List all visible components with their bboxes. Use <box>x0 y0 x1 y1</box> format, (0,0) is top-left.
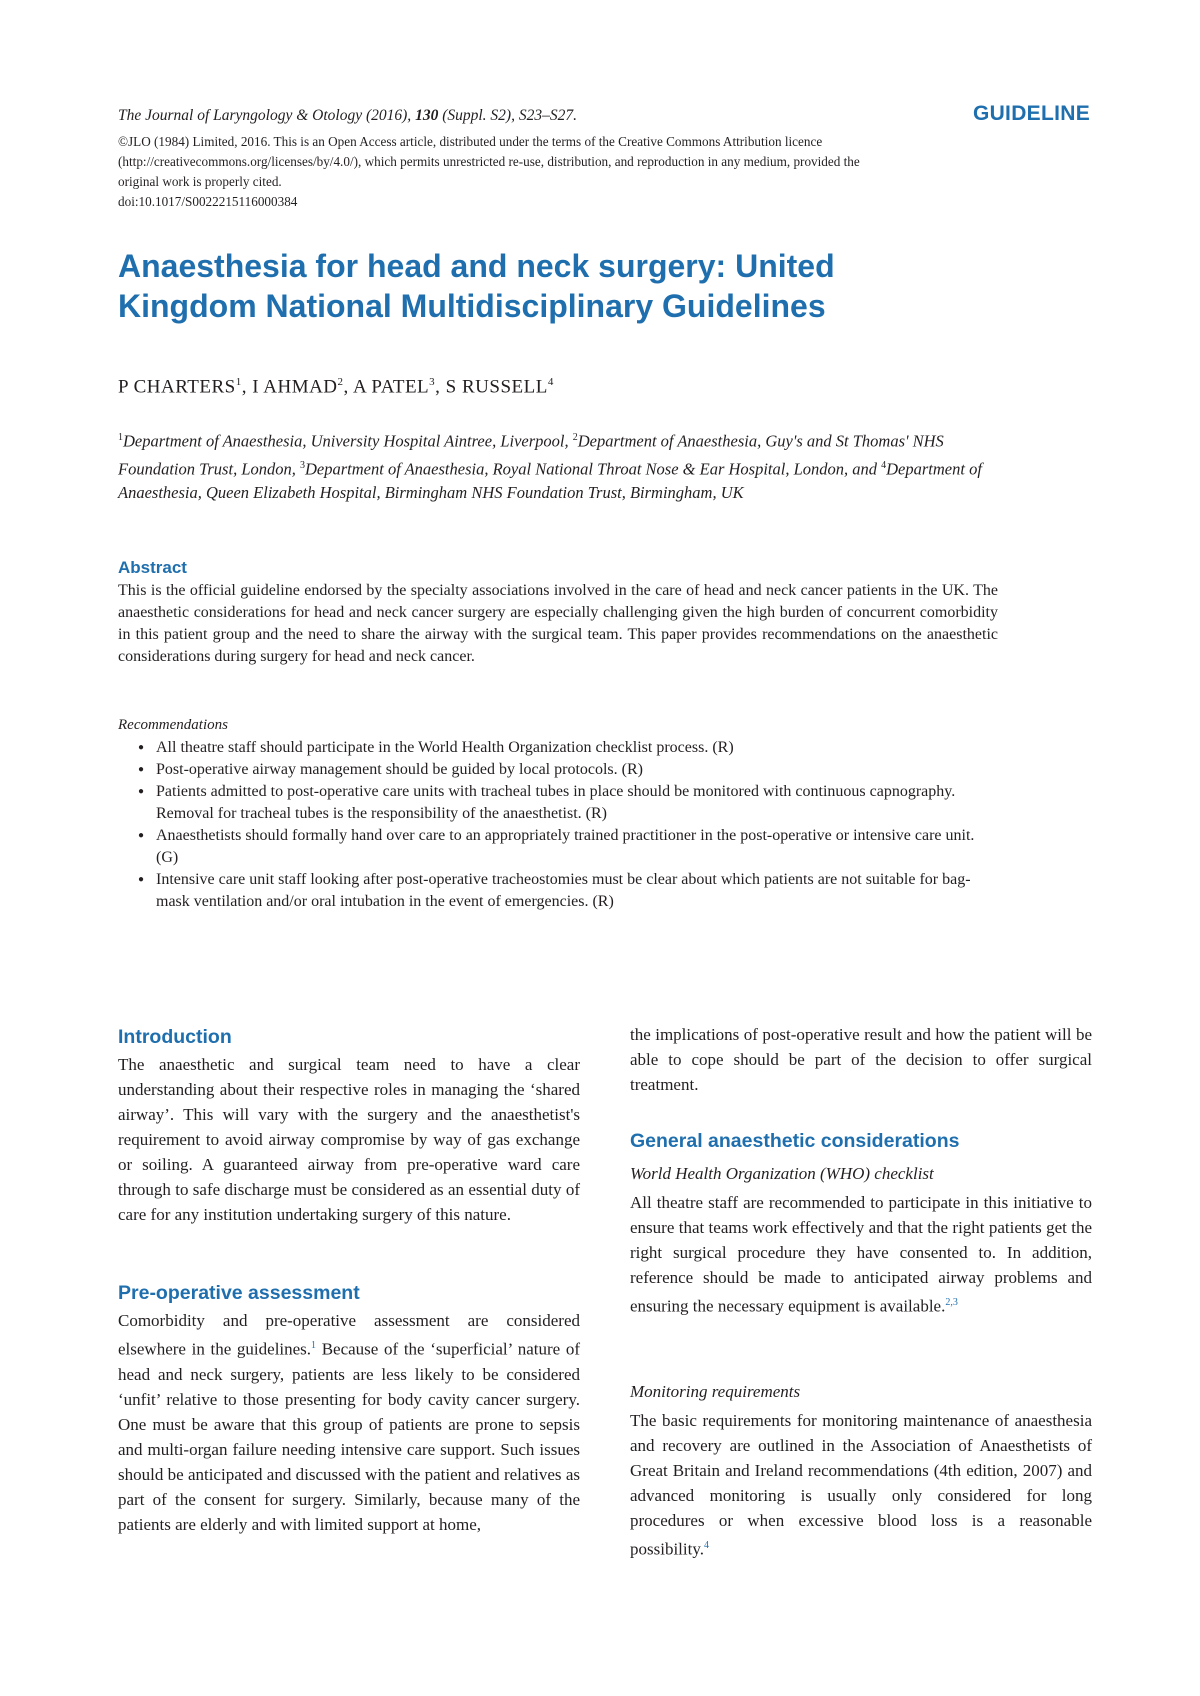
preop-text: Comorbidity and pre-operative assessment are considered elsewhere in the guidelines.$^1$ Because of the ‘superficial’ nature of head and neck surgery, patients are less likely to be considered ‘unfit’ relative to those presenting for body cavity cancer surgery. One must be aware that this group of patients are prone to sepsis and multi-organ failure needing intensive care support. Such issues should be anticipated and discussed with the patient and relatives as part of the consent for surgery. Similarly, because many of the patients are elderly and with limited support at home, <box>118 1311 580 1534</box>
general-considerations-heading: General anaesthetic considerations <box>630 1130 960 1152</box>
citation-ref[interactable]: 2,3 <box>945 1297 958 1308</box>
author: S RUSSELL <box>445 376 548 398</box>
continuation-text: the implications of post-operative result and how the patient will be able to cope should be part of the decision to offer surgical treatment. <box>630 1025 1092 1094</box>
doi[interactable]: doi:10.1017/S0022215116000384 <box>118 194 298 209</box>
introduction-text: The anaesthetic and surgical team need to have a clear understanding about their respective roles in managing the ‘shared airway’. This will vary with the surgery and the anaesthetist's requirement to avoid airway compromise by way of gas exchange or soiling. A guaranteed airway from pre-operative ward care through to safe discharge must be considered as an essential duty of care for any institution undertaking surgery of this nature. <box>118 1055 580 1224</box>
monitoring-heading: Monitoring requirements <box>630 1382 801 1401</box>
who-checklist-text: All theatre staff are recommended to participate in this initiative to ensure that teams work effectively and that the right patients get the right surgical procedure they have consented to. In addition, reference should be made to anticipated airway problems and ensuring the necessary equipment is available.$^{2,3}$ <box>630 1193 1092 1316</box>
article-type-label: GUIDELINE <box>972 102 1090 125</box>
abstract-text: This is the official guideline endorsed by the specialty associations involved in the care of head and neck cancer patients in the UK. The anaesthetic considerations for head and neck cancer surgery are especially challenging given the high burden of concurrent comorbidity in this patient group and the need to share the airway with the surgical team. This paper provides recommendations on the anaesthetic considerations during surgery for head and neck cancer. <box>118 582 998 665</box>
author: P CHARTERS <box>118 376 236 398</box>
recommendations-heading: Recommendations <box>118 717 228 733</box>
list-item: ● Patients admitted to post-operative care units with tracheal tubes in place should be monitored with continuous capnography. Removal for tracheal tubes is the responsibility of the anaesthetist. (R) <box>118 781 998 825</box>
affiliations: $^1$Department of Anaesthesia, University Hospital Aintree, Liverpool, $^2$Department of Anaesthesia, Guy's and St Thomas' NHS Foundation Trust, London, $^3$Department of Anaesthesia, Royal National Throat Nose & Ear Hospital, London, and $^4$Department of Anaesthesia, Queen Elizabeth Hospital, Birmingham NHS Foundation Trust, Birmingham, UK <box>118 431 982 502</box>
citation-ref[interactable]: 1 <box>311 1340 317 1351</box>
recommendations-list <box>118 737 998 913</box>
list-item: ● Post-operative airway management should be guided by local protocols. (R) <box>118 759 998 781</box>
list-item: ● All theatre staff should participate in the World Health Organization checklist process. (R) <box>118 737 998 759</box>
citation-ref[interactable]: 4 <box>704 1540 709 1551</box>
list-item: ● Intensive care unit staff looking after post-operative tracheostomies must be clear about which patients are not suitable for bag-mask ventilation and/or oral intubation in the event of emergencies. (R) <box>118 869 998 913</box>
article-title: Anaesthesia for head and neck surgery: United Kingdom National Multidisciplinary Guidelines <box>118 248 835 324</box>
who-checklist-heading: World Health Organization (WHO) checklist <box>630 1164 934 1183</box>
author: A PATEL <box>352 376 430 398</box>
list-item: ● Anaesthetists should formally hand over care to an appropriately trained practitioner in the post-operative or intensive care unit. (G) <box>118 825 998 869</box>
monitoring-text: The basic requirements for monitoring maintenance of anaesthesia and recovery are outlined in the Association of Anaesthetists of Great Britain and Ireland recommendations (4th edition, 2007) and advanced monitoring is usually only considered for long procedures or when excessive blood loss is a reasonable possibility.$^4$ <box>630 1411 1092 1559</box>
author-list: P CHARTERS$^1$, I AHMAD$^2$, A PATEL$^3$, S RUSSELL$^4$ <box>118 376 554 398</box>
journal-citation: The Journal of Laryngology & Otology (2016), 130 (Suppl. S2), S23–S27. <box>118 107 577 124</box>
licence-statement: ©JLO (1984) Limited, 2016. This is an Open Access article, distributed under the terms of the Creative Commons Attribution licence (http://creativecommons.org/licenses/by/4.0/), which permits unrestricted re-use, distribution, and reproduction in any medium, provided the original work is properly cited. <box>118 134 860 189</box>
author: I AHMAD <box>252 376 338 398</box>
preop-heading: Pre-operative assessment <box>118 1282 360 1304</box>
introduction-heading: Introduction <box>118 1026 232 1048</box>
abstract-heading: Abstract <box>118 558 187 577</box>
